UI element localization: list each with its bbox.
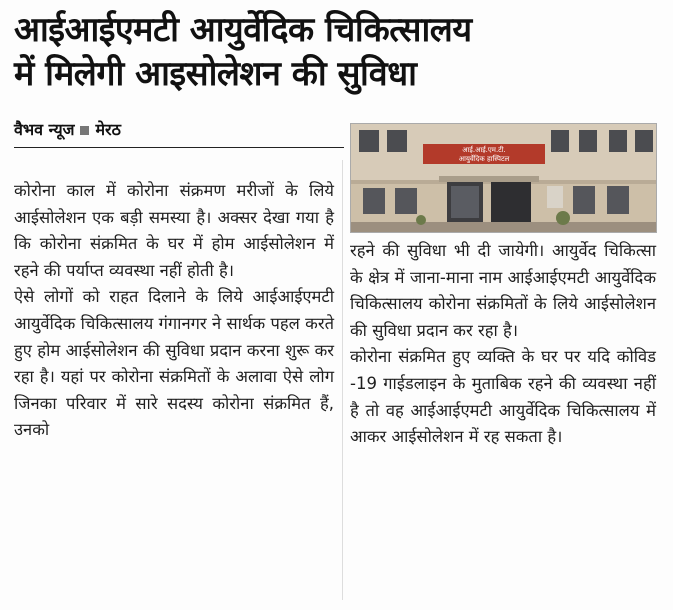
byline [14, 120, 121, 140]
left-paragraph-1: कोरोना काल में कोरोना संक्रमण मरीजों के लिये आईसोलेशन एक बड़ी समस्या है। अक्सर देखा गया है कि कोरोना संक्रमित के घर में होम आईसोलेशन में रहने की पर्याप्त व्यवस्था नहीं होती है। [14, 181, 334, 280]
left-paragraph-2: ऐसे लोगों को राहत दिलाने के लिये आईआईएमटी आयुर्वेदिक चिकित्सालय गंगानगर ने सार्थक पहल करते हुए होम आईसोलेशन की सुविधा प्रदान करना शुरू कर रहा है। यहां पर कोरोना संक्रमितों के अलावा ऐसे लोग जिनका परिवार में सारे सदस्य कोरोना संक्रमित हैं, उनको [14, 287, 334, 440]
hospital-building-image [351, 124, 656, 232]
headline [14, 8, 664, 96]
article-column-left [14, 178, 334, 444]
column-divider [342, 160, 343, 600]
byline-source: वैभव न्यूज [14, 120, 75, 139]
right-paragraph-2: कोरोना संक्रमित हुए व्यक्ति के घर पर यदि कोविड -19 गाईडलाइन के मुताबिक रहने की व्यवस्था नहीं है तो वह आईआईएमटी आयुर्वेदिक चिकित्सालय में आकर आईसोलेशन में रह सकता है। [350, 347, 656, 447]
byline-rule [14, 147, 344, 148]
headline-line-1: आईआईएमटी आयुर्वेदिक चिकित्सालय [14, 10, 472, 50]
hospital-photo [350, 123, 657, 233]
sign-line-2: आयुर्वेदिक हास्पिटल [458, 155, 510, 163]
right-paragraph-1: रहने की सुविधा भी दी जायेगी। आयुर्वेद चिकित्सा के क्षेत्र में जाना-माना नाम आईआईएमटी आयुर्वेदिक चिकित्सालय कोरोना संक्रमितों के लिये आईसोलेशन की सुविधा प्रदान कर रहा है। [350, 241, 656, 340]
byline-city: मेरठ [95, 120, 121, 139]
sign-line-1: आई.आई.एम.टी. [462, 146, 506, 154]
article-column-right [350, 238, 656, 451]
square-separator-icon [80, 126, 89, 135]
headline-line-2: में मिलेगी आइसोलेशन की सुविधा [14, 54, 417, 94]
